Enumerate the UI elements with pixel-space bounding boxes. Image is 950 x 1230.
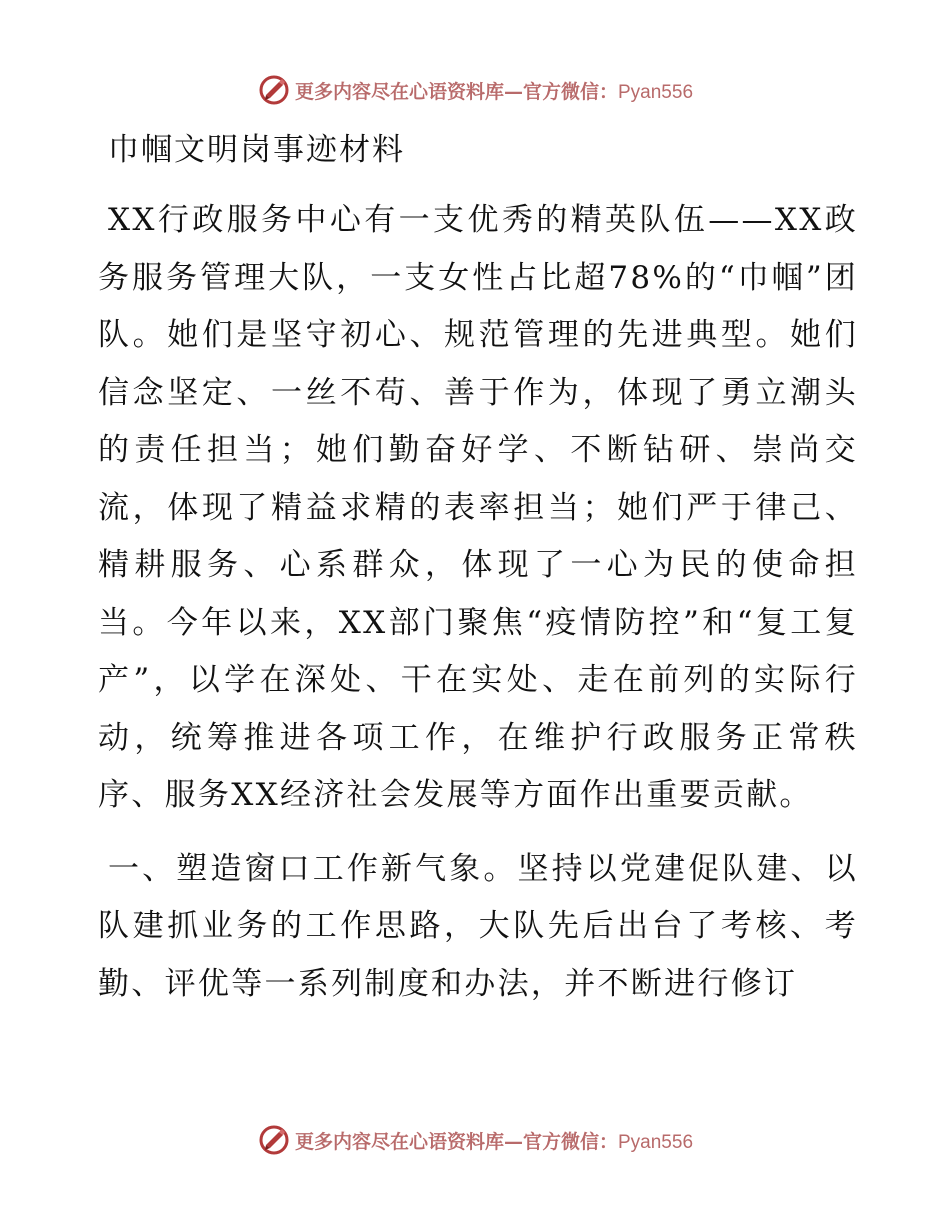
watermark-prefix: 更多内容尽在心语资料库—官方微信： [294, 1130, 618, 1153]
watermark-wechat-id: Pyan556 [618, 81, 694, 103]
paragraph-section-one [98, 841, 858, 1014]
watermark-text [295, 1127, 693, 1154]
watermark-text [295, 77, 693, 104]
document-title: 巾帼文明岗事迹材料 [108, 132, 405, 168]
xinyu-logo-icon [257, 1123, 291, 1157]
watermark-banner-top [0, 70, 950, 110]
paragraph-intro [98, 192, 858, 825]
document-body [98, 122, 858, 1029]
watermark-prefix: 更多内容尽在心语资料库—官方微信： [294, 80, 618, 103]
paragraph-intro-text: XX行政服务中心有一支优秀的精英队伍——XX政务服务管理大队，一支女性占比超78%的“巾帼”团队。她们是坚守初心、规范管理的先进典型。她们信念坚定、一丝不苟、善于作为，体现了勇立潮头的责任担当；她们勤奋好学、不断钻研、崇尚交流，体现了精益求精的表率担当；她们严于律己、精耕服务、心系群众，体现了一心为民的使命担当。今年以来，XX部门聚焦“疫情防控”和“复工复产”，以学在深处、干在实处、走在前列的实际行动，统筹推进各项工作，在维护行政服务正常秩序、服务XX经济社会发展等方面作出重要贡献。 [98, 202, 858, 813]
paragraph-section-one-text: 一、塑造窗口工作新气象。坚持以党建促队建、以队建抓业务的工作思路，大队先后出台了考核、考勤、评优等一系列制度和办法，并不断进行修订 [98, 850, 858, 1002]
watermark-content [257, 73, 693, 107]
watermark-banner-bottom [0, 1120, 950, 1160]
watermark-wechat-id: Pyan556 [618, 1131, 694, 1153]
watermark-content [257, 1123, 693, 1157]
xinyu-logo-icon [257, 73, 291, 107]
